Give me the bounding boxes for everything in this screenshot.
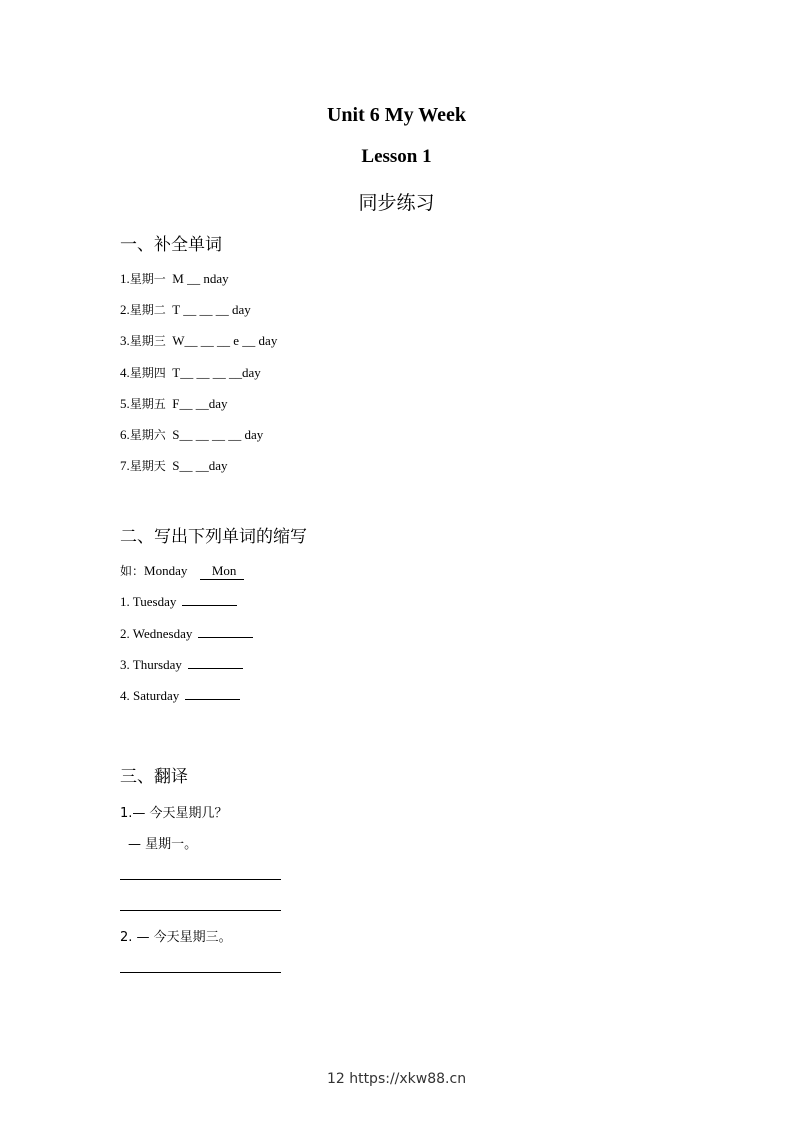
question-1-line-1: 1.— 今天星期几？ [120,806,228,821]
answer-line[interactable] [120,910,281,911]
item-chinese: 星期六 [129,428,166,442]
list-item [120,593,237,610]
item-chinese: 星期一 [129,272,166,286]
item-number: 6. [120,427,130,442]
list-item [120,625,253,642]
list-item [120,332,277,349]
section3-heading: 三、翻译 [120,767,188,787]
item-chinese: 星期二 [129,303,166,317]
page-footer: 12 https://xkw88.cn [326,1071,467,1087]
item-word: 1. Tuesday [120,594,177,609]
list-item [120,457,228,474]
list-item [120,270,229,287]
list-item [120,656,243,673]
item-chinese: 星期五 [129,397,166,411]
page-subtitle: 同步练习 [358,192,435,214]
example-item [120,562,244,580]
item-english: F__ __day [172,396,228,411]
question-1-line-2: — 星期一。 [128,837,198,852]
section2-heading: 二、写出下列单词的缩写 [120,527,307,547]
list-item [120,426,263,443]
item-english: T__ __ __ __day [172,365,261,380]
item-english: T __ __ __ day [172,302,251,317]
example-prefix: 如： [120,564,145,578]
item-word: 4. Saturday [120,688,180,703]
list-item [120,395,228,412]
example-answer: Mon [200,563,245,580]
item-chinese: 星期四 [129,366,166,380]
item-number: 4. [120,365,130,380]
item-word: 3. Thursday [120,657,182,672]
lesson-title: Lesson 1 [361,146,432,167]
item-english: S__ __ __ __ day [172,427,264,442]
answer-blank[interactable] [188,656,243,669]
answer-blank[interactable] [185,687,240,700]
item-english: M __ nday [172,271,229,286]
item-number: 2. [120,302,130,317]
item-english: S__ __day [172,458,228,473]
item-word: 2. Wednesday [120,626,193,641]
answer-blank[interactable] [198,625,253,638]
page-title: Unit 6 My Week [326,104,467,126]
item-chinese: 星期天 [129,459,166,473]
question-2-line-1: 2. — 今天星期三。 [120,930,232,945]
item-number: 7. [120,458,130,473]
list-item [120,364,261,381]
answer-blank[interactable] [182,593,237,606]
answer-line[interactable] [120,972,281,973]
section1-heading: 一、补全单词 [120,235,222,255]
item-chinese: 星期三 [129,334,166,348]
item-english: W__ __ __ e __ day [172,333,278,348]
item-number: 5. [120,396,130,411]
item-number: 1. [120,271,130,286]
list-item [120,301,251,318]
list-item [120,687,240,704]
example-word: Monday [144,563,188,578]
item-number: 3. [120,333,130,348]
answer-line[interactable] [120,879,281,880]
